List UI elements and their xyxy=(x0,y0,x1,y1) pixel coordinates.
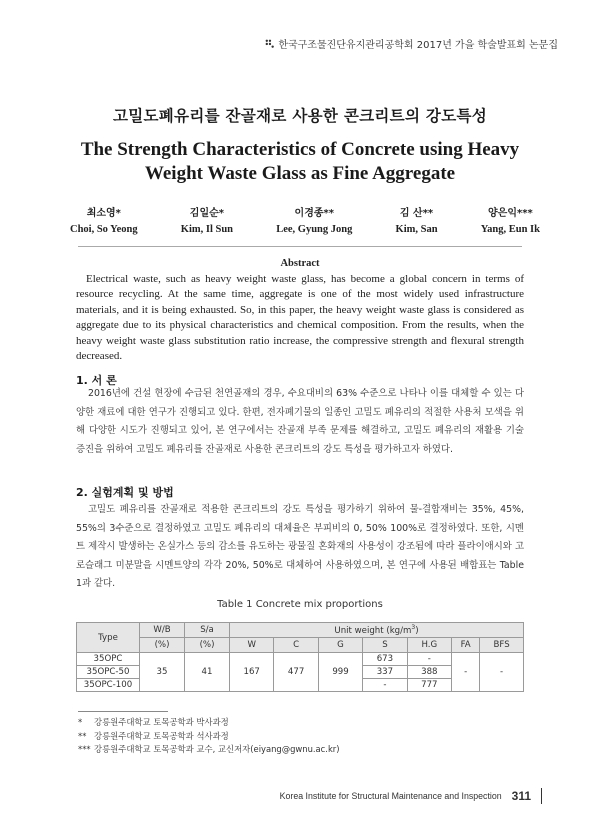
col-header-fa: FA xyxy=(452,638,480,653)
cell-s: 673 xyxy=(363,653,407,666)
abstract-heading: Abstract xyxy=(280,258,320,269)
title-english-line-2: Weight Waste Glass as Fine Aggregate xyxy=(144,163,456,184)
footnote-text: 강릉원주대학교 토목공학과 박사과정 xyxy=(94,717,229,727)
journal-header xyxy=(265,36,558,51)
col-header-type: Type xyxy=(77,623,140,653)
author-2 xyxy=(181,204,233,235)
author-name-en: Choi, So Yeong xyxy=(70,224,138,235)
author-name-en: Lee, Gyung Jong xyxy=(276,224,353,235)
footnote-mark: ** xyxy=(78,730,87,741)
footnote-divider xyxy=(78,711,168,712)
section-1-title: 1. 서 론 xyxy=(76,374,117,387)
cell-wb: 35 xyxy=(140,653,185,692)
cell-sa: 41 xyxy=(185,653,230,692)
table-row xyxy=(77,653,524,666)
footnote-3 xyxy=(78,743,340,757)
author-name-ko: 김일순* xyxy=(189,208,224,219)
cell-type: 35OPC-100 xyxy=(77,679,140,692)
footer-organization: Korea Institute for Structural Maintenance and Inspection xyxy=(279,791,502,801)
footnote-mark: *** xyxy=(78,744,91,755)
author-name-en: Yang, Eun Ik xyxy=(480,224,540,235)
author-divider xyxy=(78,246,522,247)
footnote-text: 강릉원주대학교 토목공학과 석사과정 xyxy=(94,730,229,741)
author-name-en: Kim, San xyxy=(395,224,438,235)
cell-bfs: - xyxy=(480,653,524,692)
author-name-en: Kim, Il Sun xyxy=(180,224,234,235)
footer-bar xyxy=(541,788,542,804)
col-header-w: W xyxy=(230,638,274,653)
col-header-c: C xyxy=(274,638,318,653)
author-list xyxy=(70,204,540,235)
page-footer xyxy=(280,788,542,804)
page-number: 311 xyxy=(511,789,531,803)
col-header-hg: H.G xyxy=(407,638,451,653)
footnote-text: 강릉원주대학교 토목공학과 교수, 교신저자(eiyang@gwnu.ac.kr) xyxy=(94,744,340,755)
author-name-ko: 이경종** xyxy=(294,208,334,219)
col-header-bfs: BFS xyxy=(480,638,524,653)
abstract-body: Electrical waste, such as heavy weight waste glass, has become a global concern in terms of resource recycling. At the same time, aggregate is one of the most widely used infrastructure materials, and it is being exhausted. So, in this paper, the heavy weight waste glass is considered as aggregate due to its physical characteristics and chemical composition. From the results, when the heavy weight waste glass substitution ratio increase, the compressive strength and flexural strength decreased. xyxy=(76,273,524,363)
col-header-sa: S/a xyxy=(185,623,230,638)
col-header-g: G xyxy=(318,638,362,653)
author-4 xyxy=(396,204,438,235)
title-korean: 고밀도폐유리를 잔골재로 사용한 콘크리트의 강도특성 xyxy=(112,107,488,125)
col-header-unit-weight: Unit weight $(kg/m^3)$ xyxy=(230,623,524,638)
cell-g: 999 xyxy=(318,653,362,692)
footnote-mark: * xyxy=(78,717,83,727)
author-name-ko: 최소영* xyxy=(86,208,121,219)
cell-hg: - xyxy=(407,653,451,666)
author-name-ko: 김 산** xyxy=(399,208,434,219)
cell-c: 477 xyxy=(274,653,318,692)
col-header-wb: W/B xyxy=(140,623,185,638)
cell-type: 35OPC-50 xyxy=(77,666,140,679)
section-2-body: 고밀도 폐유리를 잔골재로 적용한 콘크리트의 강도 특성을 평가하기 위하여 물-결합재비는 35%, 45%, 55%의 3수준으로 결정하였고 고밀도 폐유리의 대체율은 부피비의 0, 50% 100%로 결정하였다. 또한, 시멘트 제작시 발생하는 온실가스 등의 감소를 유도하는 광물질 혼화재의 사용성이 강조됨에 따라 플라이애시와 고로슬래그 미분말을 시멘트양의 각각 20%, 50%로 대체하여 사용하였으며, 본 연구에 사용된 배합표는 Table 1과 같다. xyxy=(76,504,524,590)
footnote-1 xyxy=(78,716,340,730)
title-english xyxy=(60,138,540,186)
cell-w: 167 xyxy=(230,653,274,692)
footnote-2 xyxy=(78,730,340,744)
section-2-title: 2. 실험계획 및 방법 xyxy=(76,486,174,499)
mix-proportions-table xyxy=(76,622,524,692)
cell-hg: 388 xyxy=(407,666,451,679)
author-1 xyxy=(70,204,138,235)
col-header-wb-unit: (%) xyxy=(140,638,185,653)
cell-s: - xyxy=(363,679,407,692)
cell-s: 337 xyxy=(363,666,407,679)
cell-hg: 777 xyxy=(407,679,451,692)
author-5 xyxy=(481,204,540,235)
col-header-s: S xyxy=(363,638,407,653)
col-header-sa-unit: (%) xyxy=(185,638,230,653)
section-1-body: 2016년에 건설 현장에 수급된 천연골재의 경우, 수요대비의 63% 수준으로 나타나 이를 대체할 수 있는 다양한 재료에 대한 연구가 진행되고 있다. 한편, 전자폐기물의 일종인 고밀도 폐유리의 적절한 사용처 모색을 위해 다양한 시도가 진행되고 있어, 본 연구에서는 잔골재 부족 문제를 해결하고, 고밀도 폐유리의 재활용 기술 증진을 위하여 고밀도 폐유리를 잔골재로 사용한 콘크리트의 강도 특성을 평가하고자 하였다. xyxy=(76,388,524,455)
author-name-ko: 양은익*** xyxy=(488,208,533,219)
author-3 xyxy=(276,204,352,235)
cell-fa: - xyxy=(452,653,480,692)
title-english-line-1: The Strength Characteristics of Concrete using Heavy xyxy=(80,139,520,160)
header-text: 한국구조물진단유지관리공학회 2017년 가을 학술발표회 논문집 xyxy=(278,40,558,51)
footnotes xyxy=(78,716,340,757)
decorative-dots-icon xyxy=(265,39,274,48)
cell-type: 35OPC xyxy=(77,653,140,666)
table-caption: Table 1 Concrete mix proportions xyxy=(217,599,383,610)
